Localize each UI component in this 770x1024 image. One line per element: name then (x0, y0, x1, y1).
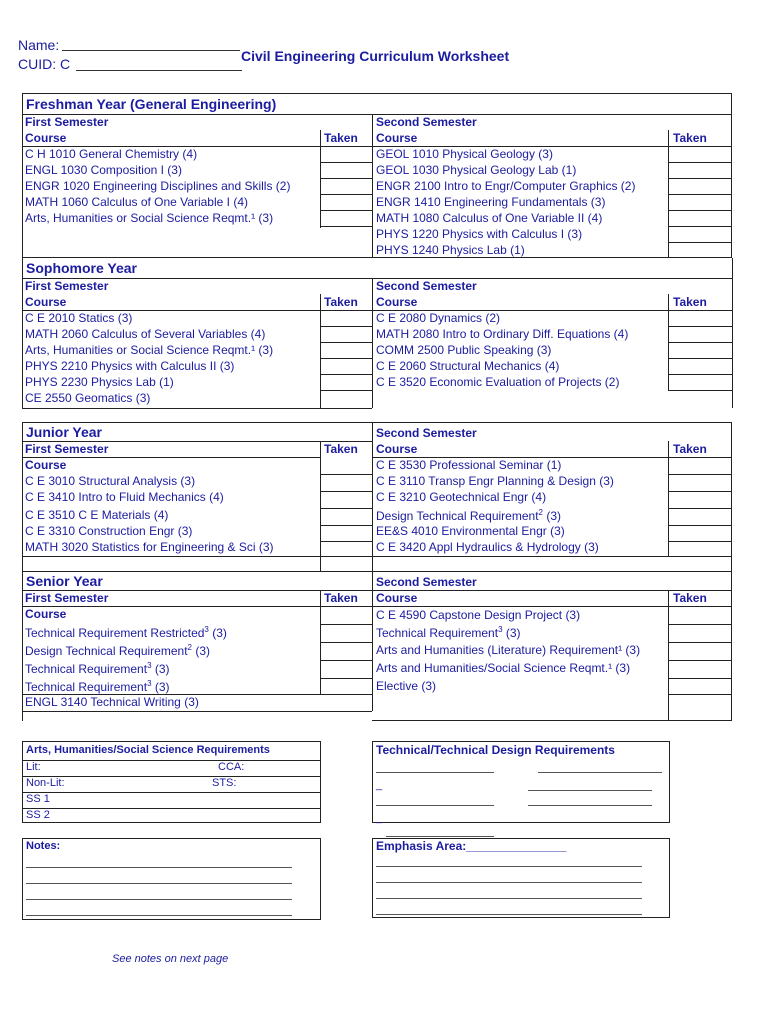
course-row: EE&S 4010 Environmental Engr (3) (376, 524, 565, 538)
course-row: C H 1010 General Chemistry (4) (25, 147, 198, 161)
tech-filler: _ (376, 812, 383, 824)
col-course: Course (25, 295, 67, 309)
course-row: PHYS 2230 Physics Lab (1) (25, 375, 174, 389)
tech-title: Technical/Technical Design Requirements (376, 743, 615, 757)
course-row: MATH 1080 Calculus of One Variable II (4) (376, 211, 603, 225)
course-row: GEOL 1010 Physical Geology (3) (376, 147, 553, 161)
course-row: Technical Requirement$^3$ (3) (25, 679, 170, 694)
course-row: C E 3410 Intro to Fluid Mechanics (4) (25, 490, 224, 504)
course-row: C E 2080 Dynamics (2) (376, 311, 501, 325)
tech-line[interactable] (376, 805, 494, 806)
notes-box (22, 838, 321, 920)
course-row: ENGR 2100 Intro to Engr/Computer Graphics (2) (376, 179, 636, 193)
col-course: Course (376, 442, 418, 456)
name-field[interactable] (62, 50, 240, 51)
lit-label: Lit: (26, 761, 41, 773)
col-taken: Taken (673, 295, 707, 309)
course-row: Technical Requirement$^3$ (3) (25, 661, 170, 676)
col-taken: Taken (673, 131, 707, 145)
course-row: C E 2060 Structural Mechanics (4) (376, 359, 560, 373)
tech-line[interactable] (376, 772, 494, 773)
course-row: PHYS 1220 Physics with Calculus I (3) (376, 227, 583, 241)
course-row: MATH 2080 Intro to Ordinary Diff. Equations (4) (376, 327, 629, 341)
notes-line[interactable] (26, 867, 292, 868)
course-row: COMM 2500 Public Speaking (3) (376, 343, 552, 357)
col-taken: Taken (673, 591, 707, 605)
course-row: MATH 1060 Calculus of One Variable I (4) (25, 195, 248, 209)
course-row: C E 3010 Structural Analysis (3) (25, 474, 196, 488)
col-course: Course (25, 131, 67, 145)
tech-line[interactable] (538, 772, 662, 773)
course-row: ENGL 3140 Technical Writing (3) (25, 695, 199, 709)
notes-title: Notes: (26, 840, 61, 852)
col-course: Course (376, 131, 418, 145)
sophomore-second-semester: Second Semester (376, 279, 477, 293)
course-row: C E 3110 Transp Engr Planning & Design (3) (376, 474, 614, 488)
course-row: C E 3210 Geotechnical Engr (4) (376, 490, 547, 504)
col-taken: Taken (324, 295, 358, 309)
course-row: C E 3510 C E Materials (4) (25, 508, 169, 522)
course-row: Elective (3) (376, 679, 437, 693)
course-row: GEOL 1030 Physical Geology Lab (1) (376, 163, 577, 177)
emphasis-line[interactable] (376, 914, 642, 915)
course-row: C E 4590 Capstone Design Project (3) (376, 608, 581, 622)
emphasis-line[interactable] (376, 866, 642, 867)
course-row: Technical Requirement$^3$ (3) (376, 625, 521, 640)
senior-second-semester: Second Semester (376, 575, 477, 589)
nonlit-label: Non-Lit: (26, 777, 65, 789)
notes-line[interactable] (26, 899, 292, 900)
name-label: Name: (18, 37, 60, 53)
col-taken: Taken (324, 442, 358, 456)
course-row: Arts, Humanities or Social Science Reqmt.¹ (3) (25, 211, 274, 225)
freshman-title: Freshman Year (General Engineering) (26, 96, 277, 112)
col-course: Course (25, 458, 67, 472)
senior-title: Senior Year (26, 573, 103, 589)
col-taken: Taken (673, 442, 707, 456)
junior-first-semester: First Semester (25, 442, 109, 456)
ss1-label: SS 1 (26, 793, 50, 805)
course-row: Arts and Humanities (Literature) Requirement¹ (3) (376, 643, 641, 657)
emphasis-line[interactable] (376, 882, 642, 883)
sophomore-title: Sophomore Year (26, 260, 138, 276)
col-taken: Taken (324, 591, 358, 605)
ss2-label: SS 2 (26, 809, 50, 821)
course-row: ENGR 1410 Engineering Fundamentals (3) (376, 195, 606, 209)
tech-line[interactable] (528, 805, 652, 806)
freshman-second-semester: Second Semester (376, 115, 477, 129)
course-row: PHYS 2210 Physics with Calculus II (3) (25, 359, 235, 373)
course-row: ENGR 1020 Engineering Disciplines and Skills (2) (25, 179, 291, 193)
course-row: Design Technical Requirement$^2$ (3) (25, 643, 210, 658)
course-row: C E 3310 Construction Engr (3) (25, 524, 193, 538)
col-course: Course (376, 591, 418, 605)
junior-title: Junior Year (26, 424, 103, 440)
course-row: Technical Requirement Restricted$^3$ (3) (25, 625, 227, 640)
course-row: PHYS 1240 Physics Lab (1) (376, 243, 525, 257)
course-row: C E 3530 Professional Seminar (1) (376, 458, 562, 472)
senior-first-semester: First Semester (25, 591, 109, 605)
course-row: ENGL 1030 Composition I (3) (25, 163, 182, 177)
course-row: MATH 3020 Statistics for Engineering & Sci (3) (25, 540, 274, 554)
tech-line[interactable] (386, 836, 494, 837)
course-row: Design Technical Requirement$^2$ (3) (376, 508, 561, 523)
course-row: C E 3520 Economic Evaluation of Projects (2) (376, 375, 620, 389)
cuid-field[interactable] (76, 70, 242, 71)
notes-line[interactable] (26, 915, 292, 916)
sophomore-first-semester: First Semester (25, 279, 109, 293)
course-row: C E 3420 Appl Hydraulics & Hydrology (3) (376, 540, 599, 554)
tech-filler: _ (376, 779, 383, 791)
footer-note: See notes on next page (112, 953, 229, 965)
col-taken: Taken (324, 131, 358, 145)
course-row: C E 2010 Statics (3) (25, 311, 133, 325)
cca-label: CCA: (218, 761, 245, 773)
emphasis-line[interactable] (376, 898, 642, 899)
course-row: Arts, Humanities or Social Science Reqmt.¹ (3) (25, 343, 274, 357)
ahs-title: Arts, Humanities/Social Science Requirements (26, 744, 270, 756)
sts-label: STS: (212, 777, 237, 789)
page-title: Civil Engineering Curriculum Worksheet (241, 48, 510, 64)
junior-second-semester: Second Semester (376, 426, 477, 440)
col-course: Course (25, 607, 67, 621)
cuid-label: CUID: C (18, 56, 71, 72)
emphasis-title: Emphasis Area:_______________ (376, 839, 567, 853)
course-row: MATH 2060 Calculus of Several Variables (4) (25, 327, 266, 341)
course-row: Arts and Humanities/Social Science Reqmt.¹ (3) (376, 661, 631, 675)
col-course: Course (376, 295, 418, 309)
course-row: CE 2550 Geomatics (3) (25, 391, 151, 405)
tech-line[interactable] (528, 790, 652, 791)
freshman-first-semester: First Semester (25, 115, 109, 129)
notes-line[interactable] (26, 883, 292, 884)
